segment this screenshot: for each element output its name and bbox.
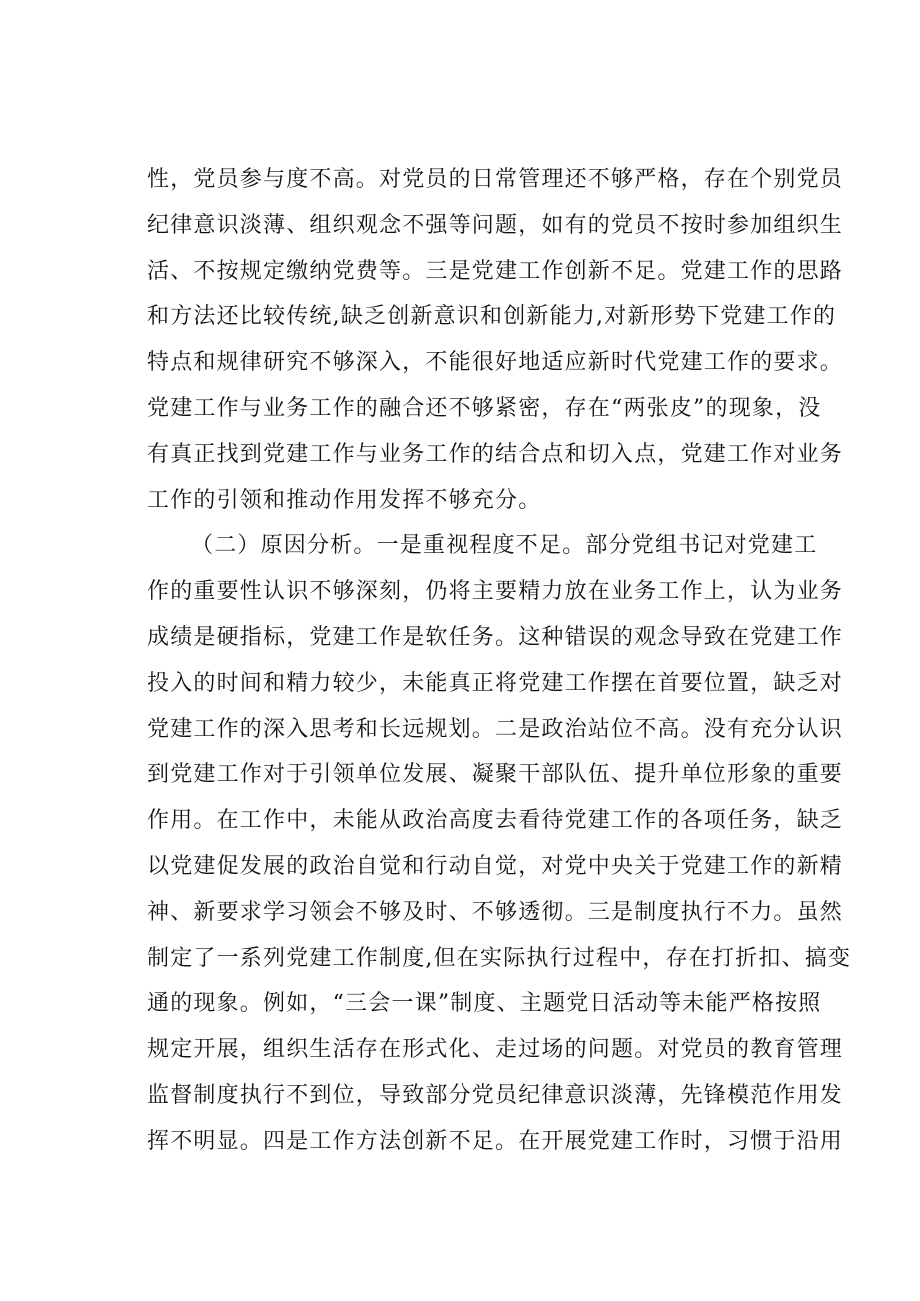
- text-line: 制定了一系列党建工作制度,但在实际执行过程中，存在打折扣、搞变: [147, 945, 852, 971]
- text-line: 作用。在工作中，未能从政治高度去看待党建工作的各项任务，缺乏: [147, 808, 844, 834]
- text-line: 投入的时间和精力较少，未能真正将党建工作摆在首要位置，缺乏对: [147, 670, 844, 696]
- text-line: 作的重要性认识不够深刻，仍将主要精力放在业务工作上，认为业务: [147, 579, 844, 605]
- text-line: 到党建工作对于引领单位发展、凝聚干部队伍、提升单位形象的重要: [147, 762, 844, 788]
- text-line: 规定开展，组织生活存在形式化、走过场的问题。对党员的教育管理: [147, 1037, 844, 1063]
- text-line: 挥不明显。四是工作方法创新不足。在开展党建工作时，习惯于沿用: [147, 1128, 844, 1154]
- text-line: 以党建促发展的政治自觉和行动自觉，对党中央关于党建工作的新精: [147, 853, 844, 879]
- section-heading-line: （二）原因分析。一是重视程度不足。部分党组书记对党建工: [191, 533, 818, 559]
- text-line: 性，党员参与度不高。对党员的日常管理还不够严格，存在个别党员: [147, 167, 844, 192]
- text-line: 神、新要求学习领会不够及时、不够透彻。三是制度执行不力。虽然: [147, 899, 844, 925]
- body-text: [147, 157, 852, 1165]
- text-line: 党建工作与业务工作的融合还不够紧密，存在“两张皮”的现象，没: [147, 395, 822, 421]
- text-line: 和方法还比较传统,缺乏创新意识和创新能力,对新形势下党建工作的: [147, 304, 837, 330]
- text-line: 监督制度执行不到位，导致部分党员纪律意识淡薄，先锋模范作用发: [147, 1082, 844, 1108]
- text-line: 活、不按规定缴纳党费等。三是党建工作创新不足。党建工作的思路: [147, 258, 844, 284]
- text-line: 特点和规律研究不够深入，不能很好地适应新时代党建工作的要求。: [147, 350, 844, 376]
- text-line: 有真正找到党建工作与业务工作的结合点和切入点，党建工作对业务: [147, 441, 844, 467]
- text-line: 纪律意识淡薄、组织观念不强等问题，如有的党员不按时参加组织生: [147, 212, 844, 238]
- text-line: 成绩是硬指标，党建工作是软任务。这种错误的观念导致在党建工作: [147, 624, 844, 650]
- text-line: 工作的引领和推动作用发挥不够充分。: [147, 487, 542, 513]
- text-line: 党建工作的深入思考和长远规划。二是政治站位不高。没有充分认识: [147, 716, 844, 742]
- text-line: 通的现象。例如，“三会一课”制度、主题党日活动等未能严格按照: [147, 991, 822, 1017]
